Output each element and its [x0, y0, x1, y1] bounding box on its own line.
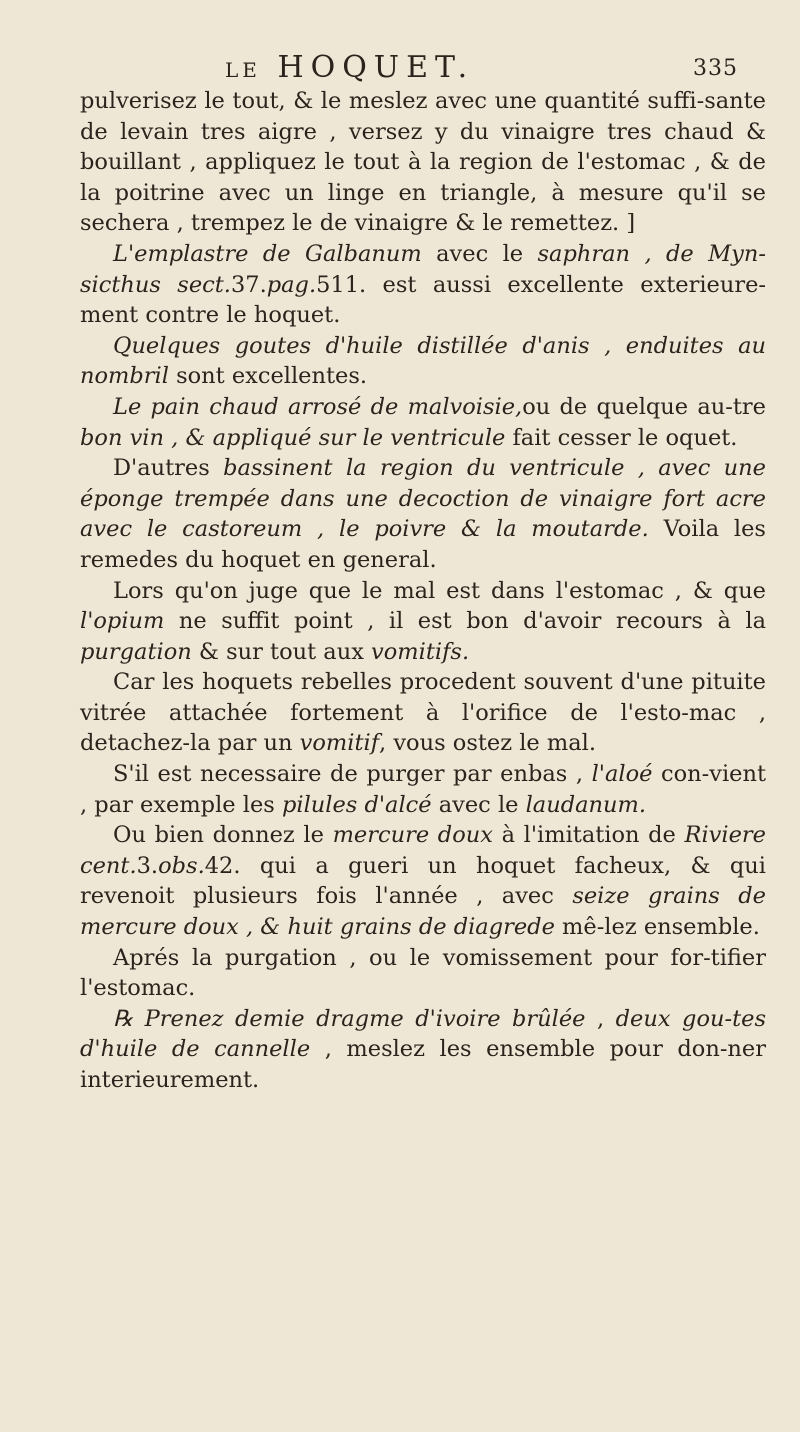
page-header	[0, 50, 800, 90]
italic-text: vomitif	[299, 730, 380, 757]
text-run: 511. est aussi excellente exterieure-ment contre le hoquet.	[80, 271, 766, 329]
text-run: D'autres	[113, 455, 224, 482]
text-run: fait cesser le oquet.	[505, 424, 738, 451]
italic-text: l'aloé	[591, 761, 653, 788]
text-run: avec le	[431, 791, 526, 818]
text-run: Lors qu'on juge que le mal est dans l'estomac , & que	[113, 577, 766, 604]
text-run: con-vient , par exemple les	[80, 761, 766, 818]
italic-text: vomitifs.	[371, 638, 470, 665]
text-run: S'il est necessaire de purger par enbas ,	[113, 761, 592, 788]
paragraph	[80, 392, 766, 453]
paragraph	[80, 331, 766, 392]
paragraph	[80, 759, 766, 820]
italic-text: bassinent la region du ventricule , avec une éponge trempée dans une decoction de vinaigre fort acre avec le castoreum , le poivre & la moutarde.	[80, 455, 766, 543]
italic-text: seize grains de mercure doux , & huit grains de diagrede	[80, 883, 766, 941]
running-head	[225, 50, 474, 85]
italic-text: ℞ Prenez demie dragme d'ivoire brûlée	[113, 1005, 586, 1032]
paragraph	[80, 1004, 766, 1096]
text-run: Aprés la purgation , ou le vomissement pour for-tifier l'estomac.	[80, 944, 766, 1002]
italic-text: Le pain chaud arrosé de malvoisie,	[113, 393, 523, 420]
running-head-title: HOQUET.	[277, 50, 475, 85]
italic-text: bon vin , & appliqué sur le ventricule	[80, 424, 506, 451]
paragraph	[80, 820, 766, 942]
text-run: 3.	[136, 852, 159, 879]
text-run: , meslez les ensemble pour don-ner interieurement.	[80, 1036, 766, 1093]
paragraph	[80, 943, 766, 1004]
text-run: ne suffit point , il est bon d'avoir recours à la	[164, 608, 766, 635]
paragraph	[80, 667, 766, 759]
italic-text: obs.	[158, 852, 205, 879]
text-run: à l'imitation de	[492, 822, 685, 849]
italic-text: pilules d'alcé	[281, 791, 432, 818]
text-run: , vous ostez le mal.	[379, 730, 597, 757]
text-run: Car les hoquets rebelles procedent souvent d'une pituite vitrée attachée fortement à l'orifice de l'esto-mac , detachez-la par un	[80, 669, 766, 757]
italic-text: laudanum.	[525, 791, 646, 818]
body-text	[80, 86, 766, 1096]
italic-text: pag.	[266, 271, 317, 298]
text-run: & sur tout aux	[191, 638, 372, 665]
italic-text: Riviere cent.	[80, 822, 766, 879]
italic-text: Quelques goutes d'huile distillée d'anis , enduites au nombril	[80, 332, 766, 390]
text-run: mê-lez ensemble.	[554, 914, 760, 941]
italic-text: L'emplastre de Galbanum	[113, 240, 422, 267]
italic-text: purgation	[80, 638, 192, 665]
paragraph	[80, 576, 766, 668]
text-run: 37.	[230, 271, 267, 298]
text-run: avec le	[421, 240, 538, 267]
text-run: Voila les remedes du hoquet en general.	[80, 516, 766, 573]
page-number: 335	[693, 56, 738, 81]
italic-text: mercure doux	[332, 822, 493, 849]
paragraph	[80, 453, 766, 575]
text-run: Ou bien donnez le	[113, 822, 333, 849]
italic-text: saphran , de Myn-sicthus sect.	[80, 240, 766, 298]
text-run: ou de quelque au-tre	[522, 393, 766, 420]
italic-text: deux gou-tes d'huile de cannelle	[80, 1005, 766, 1063]
text-run: sont excellentes.	[168, 363, 368, 390]
text-run: pulverisez le tout, & le meslez avec une quantité suffi-sante de levain tres aigre , versez y du vinaigre tres chaud & bouillant , appliquez le tout à la region de l'estomac , & de la poitrine avec un linge en triangle, à mesure qu'il se sechera , trempez le de vinaigre & le remettez. ]	[80, 88, 766, 237]
text-run: 42. qui a gueri un hoquet facheux, & qui revenoit plusieurs fois l'année , avec	[80, 852, 766, 910]
paragraph	[80, 86, 766, 239]
text-run: ,	[585, 1005, 616, 1032]
running-head-article: LE	[225, 58, 261, 82]
italic-text: l'opium	[80, 608, 165, 635]
paragraph	[80, 239, 766, 331]
